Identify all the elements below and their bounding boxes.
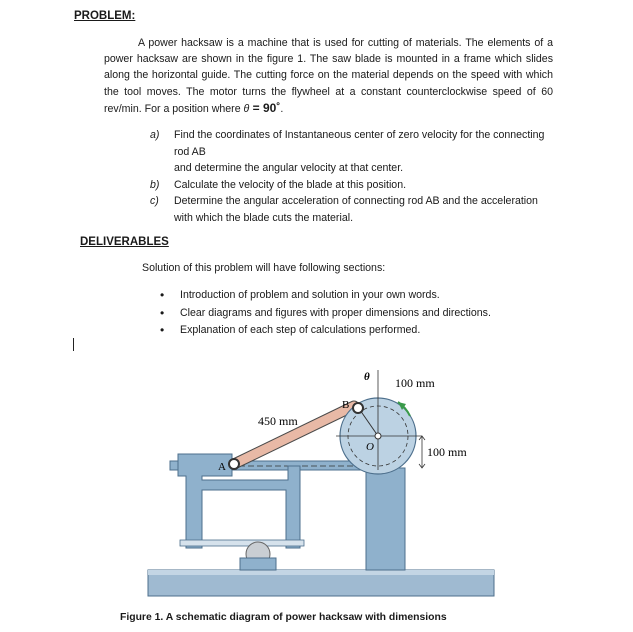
text-cursor[interactable] (73, 338, 74, 351)
paragraph-end: . (280, 102, 284, 115)
paragraph-text: A power hacksaw is a machine that is used for cutting of materials. The elements of a power hacksaw are shown in the figure 1. The saw blade is mounted in a frame which slides along the horizontal guide. The cutting force on the material depends on the speed with which the tool moves. The motor turns the flywheel at a constant counterclockwise speed of 60 rev/min. For a position where (104, 37, 553, 115)
flywheel-pedestal (366, 468, 405, 570)
saw-blade (180, 540, 304, 546)
deliverables-heading: DELIVERABLES (80, 236, 169, 248)
question-text: Determine the angular acceleration of connecting rod AB and the acceleration with which the blade cuts the material. (174, 195, 538, 224)
list-item (160, 287, 491, 305)
pin-a (229, 459, 239, 469)
bullet-icon: • (160, 288, 165, 302)
dim-rod-label: 450 mm (258, 414, 298, 428)
question-a-continued (150, 160, 550, 177)
label-b: B (342, 399, 350, 411)
question-list (150, 127, 550, 227)
problem-paragraph (104, 35, 553, 117)
figure-caption: Figure 1. A schematic diagram of power hacksaw with dimensions (120, 612, 447, 623)
machine-base-top (148, 570, 494, 575)
question-a (150, 127, 550, 160)
list-item-text: Clear diagrams and figures with proper dimensions and directions. (180, 306, 491, 319)
dim-side-label: 100 mm (427, 445, 467, 459)
bullet-icon: • (160, 323, 165, 337)
theta-symbol: θ (243, 102, 250, 115)
pin-o (375, 433, 381, 439)
hacksaw-figure (140, 358, 500, 608)
deliverables-list (160, 287, 491, 340)
question-label: c) (150, 195, 159, 208)
list-item (160, 305, 491, 323)
vise (240, 558, 276, 570)
theta-label: θ (364, 371, 370, 383)
label-a: A (218, 461, 226, 473)
solution-intro: Solution of this problem will have following sections: (142, 262, 386, 274)
question-label: a) (150, 129, 160, 141)
question-c (150, 193, 550, 226)
question-text: Find the coordinates of Instantaneous center of zero velocity for the connecting rod AB (174, 129, 545, 158)
angle-value: = 90˚ (249, 100, 281, 115)
list-item-text: Introduction of problem and solution in your own words. (180, 289, 440, 301)
dim-top-label: 100 mm (395, 376, 435, 390)
list-item (160, 322, 491, 340)
problem-heading: PROBLEM: (74, 10, 136, 22)
question-text: Calculate the velocity of the blade at this position. (174, 178, 407, 191)
list-item-text: Explanation of each step of calculations performed. (180, 324, 421, 336)
bullet-icon: • (160, 305, 165, 320)
question-label: b) (150, 178, 160, 191)
pin-b (353, 403, 363, 413)
label-o: O (366, 441, 374, 453)
question-b (150, 177, 550, 194)
question-text: and determine the angular velocity at that center. (174, 162, 404, 175)
